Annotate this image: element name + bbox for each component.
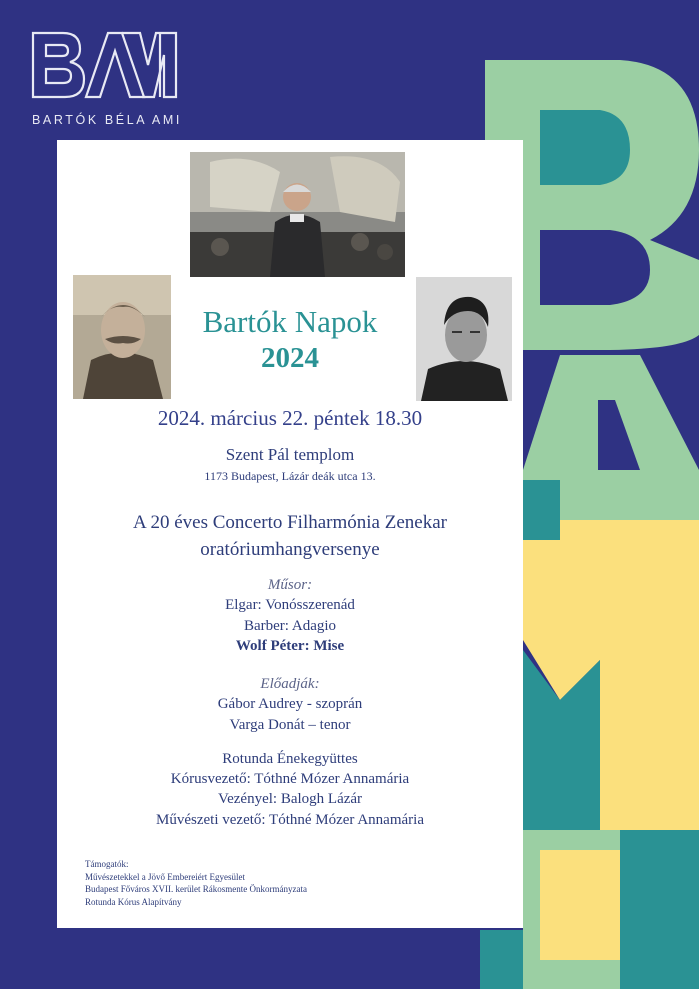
performers-label: Előadják: (260, 676, 320, 692)
concert-title-line1: A 20 éves Concerto Filharmónia Zenekar (133, 512, 447, 533)
bami-logo (30, 25, 180, 105)
event-address: 1173 Budapest, Lázár deák utca 13. (204, 469, 376, 483)
program-label: Műsor: (267, 577, 313, 593)
performer-item: Gábor Audrey - szoprán (217, 696, 363, 712)
credit-line: Rotunda Énekegyüttes (222, 751, 358, 767)
letter-b-teal (540, 110, 630, 185)
letter-i-teal (620, 830, 699, 989)
sponsors-block (85, 858, 485, 908)
performer-item: Varga Donát – tenor (229, 717, 351, 733)
letter-b-lower (540, 230, 650, 305)
sponsor-item: Rotunda Kórus Alapítvány (85, 896, 182, 907)
poster-card (57, 140, 523, 928)
sponsor-item: Művészetekkel a Jövő Embereiért Egyesület (85, 871, 245, 882)
conductor-photo (190, 152, 405, 277)
event-title: Bartók Napok (202, 304, 378, 339)
event-datetime: 2024. március 22. péntek 18.30 (157, 406, 423, 430)
program-item-highlight: Wolf Péter: Mise (235, 638, 345, 654)
letter-i-yellow (540, 850, 620, 960)
program-item: Barber: Adagio (243, 618, 337, 634)
logo-caption: BARTÓK BÉLA AMI (32, 113, 182, 127)
credit-line: Kórusvezető: Tóthné Mózer Annamária (170, 771, 410, 787)
event-year: 2024 (261, 342, 319, 374)
teal-band-bottom (480, 930, 523, 989)
sponsors-label: Támogatók: (85, 859, 129, 869)
credit-line: Művészeti vezető: Tóthné Mózer Annamária (156, 812, 424, 828)
event-venue: Szent Pál templom (225, 445, 355, 464)
credit-line: Vezényel: Balogh Lázár (217, 791, 363, 807)
program-item: Elgar: Vonósszerenád (225, 597, 355, 613)
letter-a-teal-crossbar (523, 480, 560, 540)
concert-title-line2: oratóriumhangversenye (200, 539, 380, 560)
sponsor-item: Budapest Főváros XVII. kerület Rákosmente Önkormányzata (85, 884, 307, 894)
